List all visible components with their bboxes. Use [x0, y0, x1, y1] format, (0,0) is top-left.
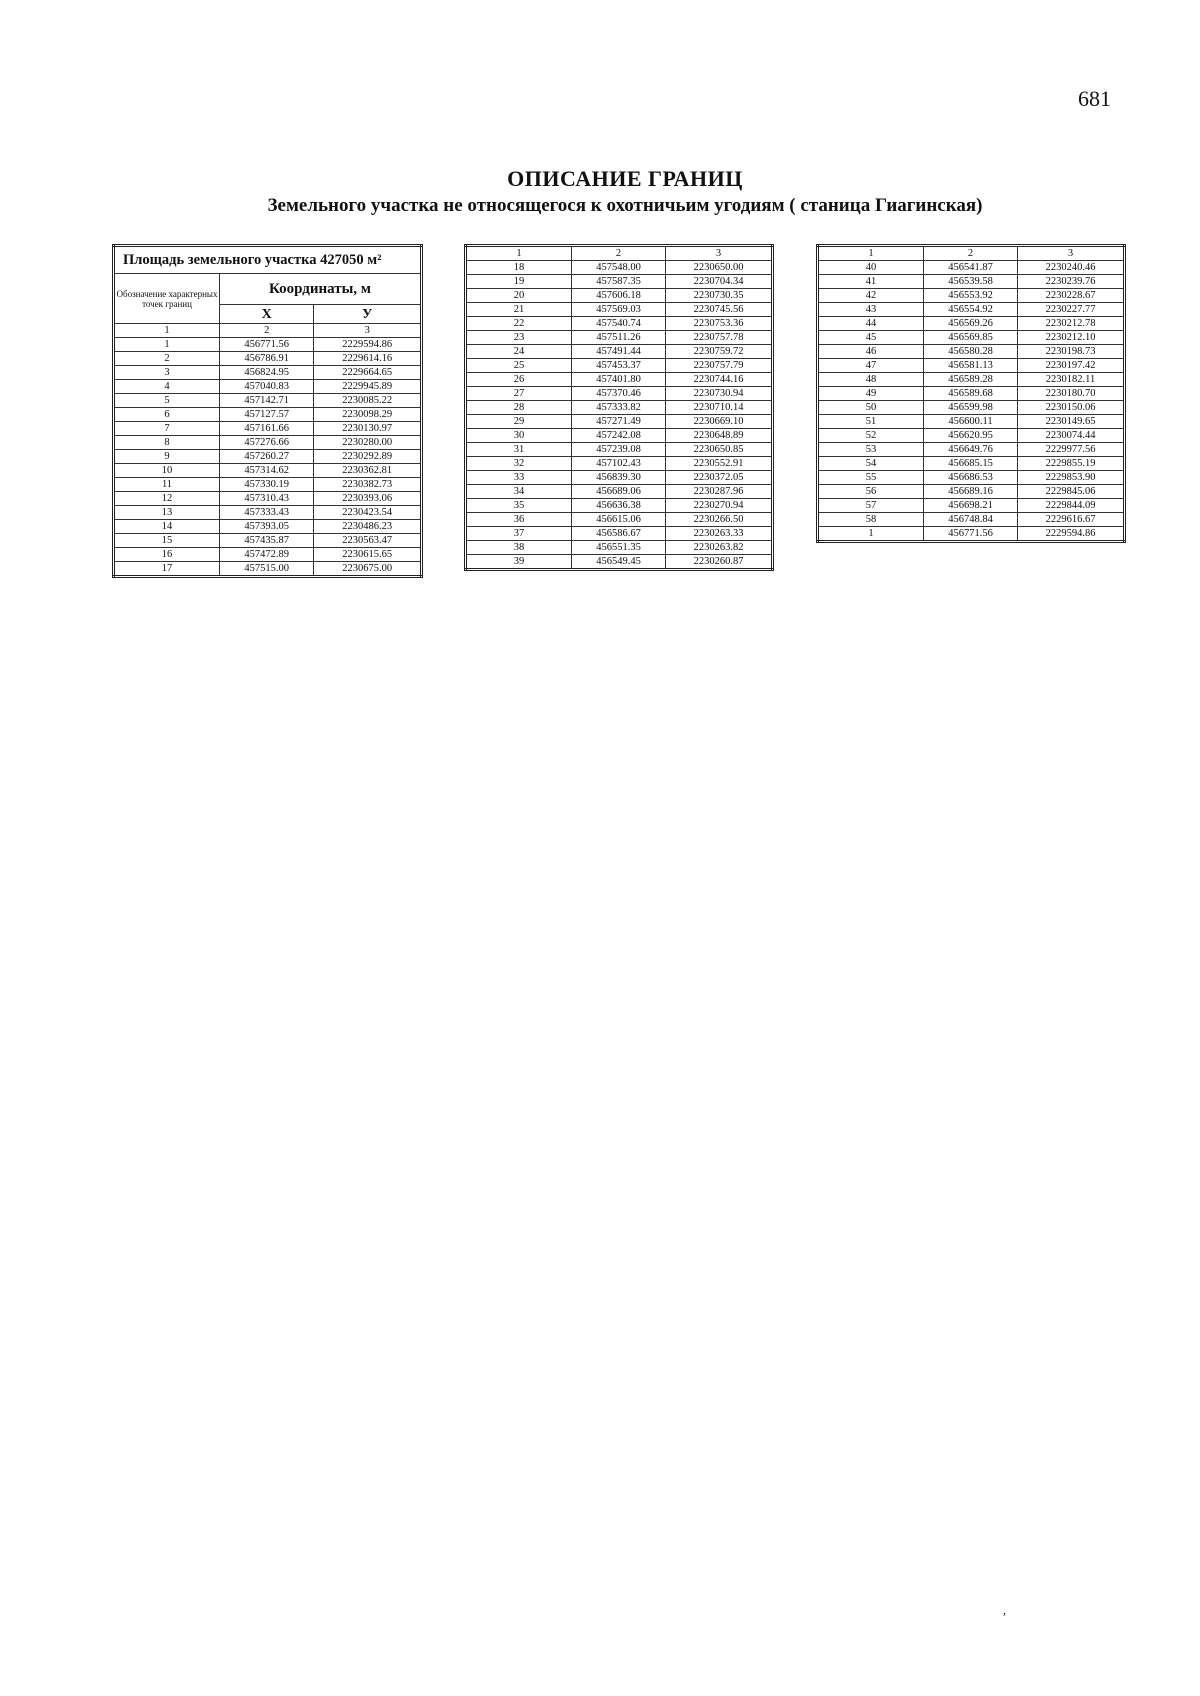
y-coordinate-cell: 2229614.16	[314, 352, 422, 366]
point-number-cell: 4	[114, 380, 220, 394]
x-coordinate-cell: 456748.84	[924, 513, 1018, 527]
point-number-cell: 10	[114, 464, 220, 478]
y-coordinate-cell: 2230180.70	[1018, 387, 1125, 401]
col-number: 1	[466, 246, 572, 261]
x-coordinate-cell: 457491.44	[572, 345, 666, 359]
point-number-cell: 28	[466, 401, 572, 415]
y-coordinate-cell: 2230270.94	[666, 499, 773, 513]
x-coordinate-cell: 457540.74	[572, 317, 666, 331]
y-coordinate-cell: 2230150.06	[1018, 401, 1125, 415]
col-number: 3	[1018, 246, 1125, 261]
table-row	[466, 387, 773, 401]
point-number-cell: 35	[466, 499, 572, 513]
x-coordinate-cell: 457393.05	[220, 520, 314, 534]
y-coordinate-cell: 2230669.10	[666, 415, 773, 429]
point-number-cell: 2	[114, 352, 220, 366]
table-row	[466, 401, 773, 415]
table-row	[818, 415, 1125, 429]
point-number-cell: 52	[818, 429, 924, 443]
table-row	[818, 289, 1125, 303]
x-coordinate-cell: 457271.49	[572, 415, 666, 429]
point-number-cell: 5	[114, 394, 220, 408]
table-row	[114, 478, 422, 492]
y-coordinate-cell: 2229616.67	[1018, 513, 1125, 527]
point-number-cell: 11	[114, 478, 220, 492]
x-coordinate-cell: 457435.87	[220, 534, 314, 548]
y-coordinate-cell: 2230149.65	[1018, 415, 1125, 429]
y-coordinate-cell: 2230563.47	[314, 534, 422, 548]
col-number: 1	[818, 246, 924, 261]
y-coordinate-cell: 2230263.33	[666, 527, 773, 541]
table-row	[818, 275, 1125, 289]
point-number-cell: 53	[818, 443, 924, 457]
table-row	[818, 261, 1125, 275]
x-coordinate-cell: 456685.15	[924, 457, 1018, 471]
point-number-cell: 6	[114, 408, 220, 422]
area-label: Площадь земельного участка 427050 м²	[114, 246, 422, 274]
table-row	[114, 352, 422, 366]
point-number-cell: 18	[466, 261, 572, 275]
x-coordinate-cell: 457102.43	[572, 457, 666, 471]
y-coordinate-cell: 2230486.23	[314, 520, 422, 534]
x-coordinate-cell: 456586.67	[572, 527, 666, 541]
point-number-cell: 19	[466, 275, 572, 289]
col-number: 3	[666, 246, 773, 261]
table-row	[114, 534, 422, 548]
x-coordinate-cell: 457401.80	[572, 373, 666, 387]
y-coordinate-cell: 2229855.19	[1018, 457, 1125, 471]
point-number-cell: 38	[466, 541, 572, 555]
column-number-row	[114, 324, 422, 338]
point-number-cell: 56	[818, 485, 924, 499]
coordinates-table-1	[112, 244, 423, 578]
x-coordinate-cell: 456636.38	[572, 499, 666, 513]
table-row	[466, 345, 773, 359]
x-coordinate-cell: 456553.92	[924, 289, 1018, 303]
column-number-row	[818, 246, 1125, 261]
y-coordinate-cell: 2229594.86	[314, 338, 422, 352]
y-coordinate-cell: 2230423.54	[314, 506, 422, 520]
point-number-cell: 29	[466, 415, 572, 429]
coordinates-table-2	[464, 244, 774, 571]
x-coordinate-cell: 456551.35	[572, 541, 666, 555]
y-coordinate-cell: 2230757.78	[666, 331, 773, 345]
point-number-cell: 1	[114, 338, 220, 352]
point-number-cell: 54	[818, 457, 924, 471]
y-coordinate-cell: 2230287.96	[666, 485, 773, 499]
x-coordinate-cell: 456771.56	[924, 527, 1018, 542]
x-coordinate-cell: 456581.13	[924, 359, 1018, 373]
y-coordinate-cell: 2229945.89	[314, 380, 422, 394]
point-number-cell: 21	[466, 303, 572, 317]
point-number-cell: 34	[466, 485, 572, 499]
point-number-cell: 55	[818, 471, 924, 485]
point-number-cell: 27	[466, 387, 572, 401]
document-subtitle: Земельного участка не относящегося к охотничьим угодиям ( станица Гиагинская)	[267, 195, 983, 216]
col-number: 2	[220, 324, 314, 338]
x-coordinate-cell: 457569.03	[572, 303, 666, 317]
table-row	[818, 457, 1125, 471]
col-number: 2	[572, 246, 666, 261]
x-coordinate-cell: 457548.00	[572, 261, 666, 275]
point-number-cell: 44	[818, 317, 924, 331]
x-coordinate-cell: 456589.28	[924, 373, 1018, 387]
x-coordinate-cell: 456569.85	[924, 331, 1018, 345]
table-row	[818, 345, 1125, 359]
y-coordinate-cell: 2230650.00	[666, 261, 773, 275]
y-coordinate-cell: 2229853.90	[1018, 471, 1125, 485]
y-coordinate-cell: 2229977.56	[1018, 443, 1125, 457]
y-coordinate-cell: 2230648.89	[666, 429, 773, 443]
table-row	[466, 457, 773, 471]
x-coordinate-cell: 457515.00	[220, 562, 314, 577]
page-number: 681	[1078, 86, 1111, 111]
x-coordinate-cell: 456541.87	[924, 261, 1018, 275]
table-row	[114, 562, 422, 577]
point-number-cell: 13	[114, 506, 220, 520]
point-number-cell: 40	[818, 261, 924, 275]
x-coordinate-cell: 457040.83	[220, 380, 314, 394]
col-number: 1	[114, 324, 220, 338]
point-number-cell: 15	[114, 534, 220, 548]
table-row	[466, 317, 773, 331]
table-row	[818, 485, 1125, 499]
x-coordinate-cell: 456549.45	[572, 555, 666, 570]
table-row	[818, 429, 1125, 443]
table-row	[818, 443, 1125, 457]
table-row	[818, 471, 1125, 485]
point-number-cell: 43	[818, 303, 924, 317]
y-coordinate-cell: 2230615.65	[314, 548, 422, 562]
x-coordinate-cell: 456824.95	[220, 366, 314, 380]
y-coordinate-cell: 2230098.29	[314, 408, 422, 422]
y-coordinate-cell: 2230393.06	[314, 492, 422, 506]
point-number-cell: 58	[818, 513, 924, 527]
x-coordinate-cell: 456580.28	[924, 345, 1018, 359]
y-coordinate-cell: 2230228.67	[1018, 289, 1125, 303]
point-number-cell: 25	[466, 359, 572, 373]
point-number-cell: 32	[466, 457, 572, 471]
header-row	[114, 274, 422, 305]
table-row	[114, 408, 422, 422]
y-coordinate-cell: 2230182.11	[1018, 373, 1125, 387]
x-coordinate-cell: 457127.57	[220, 408, 314, 422]
point-number-cell: 12	[114, 492, 220, 506]
point-number-cell: 50	[818, 401, 924, 415]
y-coordinate-cell: 2230650.85	[666, 443, 773, 457]
table-row	[466, 471, 773, 485]
x-coordinate-cell: 457370.46	[572, 387, 666, 401]
point-number-cell: 23	[466, 331, 572, 345]
x-coordinate-cell: 457333.43	[220, 506, 314, 520]
table-row	[466, 443, 773, 457]
x-coordinate-cell: 456839.30	[572, 471, 666, 485]
x-coordinate-cell: 456620.95	[924, 429, 1018, 443]
point-number-cell: 37	[466, 527, 572, 541]
column-number-row	[466, 246, 773, 261]
table-row	[466, 429, 773, 443]
table-row	[466, 415, 773, 429]
y-coordinate-cell: 2230292.89	[314, 450, 422, 464]
table-row	[114, 450, 422, 464]
point-number-cell: 36	[466, 513, 572, 527]
point-number-cell: 51	[818, 415, 924, 429]
y-coordinate-cell: 2230362.81	[314, 464, 422, 478]
y-coordinate-cell: 2230552.91	[666, 457, 773, 471]
point-label-header: Обозначение характерных точек границ	[114, 274, 220, 324]
x-coordinate-cell: 457511.26	[572, 331, 666, 345]
x-coordinate-cell: 457330.19	[220, 478, 314, 492]
point-number-cell: 14	[114, 520, 220, 534]
y-coordinate-cell: 2229845.06	[1018, 485, 1125, 499]
point-number-cell: 7	[114, 422, 220, 436]
table-row	[466, 275, 773, 289]
table-row	[466, 373, 773, 387]
table-row	[818, 373, 1125, 387]
y-coordinate-cell: 2230753.36	[666, 317, 773, 331]
table-row	[818, 527, 1125, 542]
y-coordinate-cell: 2230085.22	[314, 394, 422, 408]
y-coordinate-cell: 2230710.14	[666, 401, 773, 415]
x-coordinate-cell: 456599.98	[924, 401, 1018, 415]
y-coordinate-cell: 2230197.42	[1018, 359, 1125, 373]
y-coordinate-cell: 2230240.46	[1018, 261, 1125, 275]
table-row	[114, 366, 422, 380]
x-coordinate-cell: 457239.08	[572, 443, 666, 457]
y-coordinate-cell: 2230239.76	[1018, 275, 1125, 289]
point-number-cell: 30	[466, 429, 572, 443]
x-coordinate-cell: 456786.91	[220, 352, 314, 366]
x-coordinate-cell: 457453.37	[572, 359, 666, 373]
x-header: X	[220, 305, 314, 324]
table-row	[818, 359, 1125, 373]
y-coordinate-cell: 2230212.78	[1018, 317, 1125, 331]
table-row	[114, 520, 422, 534]
x-coordinate-cell: 456689.16	[924, 485, 1018, 499]
table-row	[114, 506, 422, 520]
x-coordinate-cell: 456569.26	[924, 317, 1018, 331]
y-coordinate-cell: 2229844.09	[1018, 499, 1125, 513]
table-row	[466, 303, 773, 317]
area-row	[114, 246, 422, 274]
point-number-cell: 41	[818, 275, 924, 289]
table-row	[466, 499, 773, 513]
table-row	[466, 359, 773, 373]
point-number-cell: 49	[818, 387, 924, 401]
table-row	[114, 380, 422, 394]
y-coordinate-cell: 2230198.73	[1018, 345, 1125, 359]
point-number-cell: 8	[114, 436, 220, 450]
point-number-cell: 20	[466, 289, 572, 303]
x-coordinate-cell: 456771.56	[220, 338, 314, 352]
y-coordinate-cell: 2230757.79	[666, 359, 773, 373]
point-number-cell: 48	[818, 373, 924, 387]
y-coordinate-cell: 2230266.50	[666, 513, 773, 527]
point-number-cell: 39	[466, 555, 572, 570]
x-coordinate-cell: 457242.08	[572, 429, 666, 443]
x-coordinate-cell: 457310.43	[220, 492, 314, 506]
table-row	[818, 331, 1125, 345]
table-row	[466, 513, 773, 527]
y-coordinate-cell: 2230212.10	[1018, 331, 1125, 345]
x-coordinate-cell: 456698.21	[924, 499, 1018, 513]
y-coordinate-cell: 2230759.72	[666, 345, 773, 359]
y-coordinate-cell: 2230260.87	[666, 555, 773, 570]
table-row	[114, 548, 422, 562]
y-coordinate-cell: 2230704.34	[666, 275, 773, 289]
y-coordinate-cell: 2230745.56	[666, 303, 773, 317]
y-coordinate-cell: 2230382.73	[314, 478, 422, 492]
x-coordinate-cell: 457606.18	[572, 289, 666, 303]
point-number-cell: 42	[818, 289, 924, 303]
coordinates-table-3	[816, 244, 1126, 543]
point-number-cell: 24	[466, 345, 572, 359]
x-coordinate-cell: 457314.62	[220, 464, 314, 478]
table-row	[466, 331, 773, 345]
x-coordinate-cell: 456600.11	[924, 415, 1018, 429]
y-coordinate-cell: 2230130.97	[314, 422, 422, 436]
x-coordinate-cell: 457472.89	[220, 548, 314, 562]
table-row	[114, 422, 422, 436]
coords-header: Координаты, м	[220, 274, 422, 305]
table-row	[466, 555, 773, 570]
y-coordinate-cell: 2230263.82	[666, 541, 773, 555]
table-row	[818, 513, 1125, 527]
table-row	[818, 317, 1125, 331]
table-row	[466, 289, 773, 303]
table-row	[818, 401, 1125, 415]
y-coordinate-cell: 2230675.00	[314, 562, 422, 577]
table-row	[818, 499, 1125, 513]
x-coordinate-cell: 456554.92	[924, 303, 1018, 317]
y-header: У	[314, 305, 422, 324]
point-number-cell: 17	[114, 562, 220, 577]
table-row	[466, 485, 773, 499]
y-coordinate-cell: 2229594.86	[1018, 527, 1125, 542]
x-coordinate-cell: 456649.76	[924, 443, 1018, 457]
x-coordinate-cell: 456589.68	[924, 387, 1018, 401]
x-coordinate-cell: 457161.66	[220, 422, 314, 436]
y-coordinate-cell: 2230730.94	[666, 387, 773, 401]
table-row	[114, 464, 422, 478]
x-coordinate-cell: 457333.82	[572, 401, 666, 415]
x-coordinate-cell: 456689.06	[572, 485, 666, 499]
point-number-cell: 45	[818, 331, 924, 345]
x-coordinate-cell: 457260.27	[220, 450, 314, 464]
col-number: 2	[924, 246, 1018, 261]
x-coordinate-cell: 457276.66	[220, 436, 314, 450]
y-coordinate-cell: 2230730.35	[666, 289, 773, 303]
y-coordinate-cell: 2230280.00	[314, 436, 422, 450]
point-number-cell: 46	[818, 345, 924, 359]
y-coordinate-cell: 2230372.05	[666, 471, 773, 485]
stray-mark: ,	[1003, 1603, 1006, 1617]
x-coordinate-cell: 457587.35	[572, 275, 666, 289]
table-row	[114, 436, 422, 450]
table-row	[466, 541, 773, 555]
y-coordinate-cell: 2230074.44	[1018, 429, 1125, 443]
table-row	[114, 338, 422, 352]
table-row	[818, 303, 1125, 317]
table-row	[114, 492, 422, 506]
point-number-cell: 22	[466, 317, 572, 331]
x-coordinate-cell: 457142.71	[220, 394, 314, 408]
col-number: 3	[314, 324, 422, 338]
point-number-cell: 3	[114, 366, 220, 380]
y-coordinate-cell: 2229664.65	[314, 366, 422, 380]
point-number-cell: 33	[466, 471, 572, 485]
table-row	[818, 387, 1125, 401]
y-coordinate-cell: 2230744.16	[666, 373, 773, 387]
table-row	[114, 394, 422, 408]
point-number-cell: 57	[818, 499, 924, 513]
point-number-cell: 1	[818, 527, 924, 542]
point-number-cell: 16	[114, 548, 220, 562]
y-coordinate-cell: 2230227.77	[1018, 303, 1125, 317]
x-coordinate-cell: 456686.53	[924, 471, 1018, 485]
point-number-cell: 26	[466, 373, 572, 387]
table-row	[466, 261, 773, 275]
point-number-cell: 9	[114, 450, 220, 464]
document-title: ОПИСАНИЕ ГРАНИЦ	[507, 166, 743, 191]
point-number-cell: 31	[466, 443, 572, 457]
table-row	[466, 527, 773, 541]
point-number-cell: 47	[818, 359, 924, 373]
x-coordinate-cell: 456539.58	[924, 275, 1018, 289]
x-coordinate-cell: 456615.06	[572, 513, 666, 527]
